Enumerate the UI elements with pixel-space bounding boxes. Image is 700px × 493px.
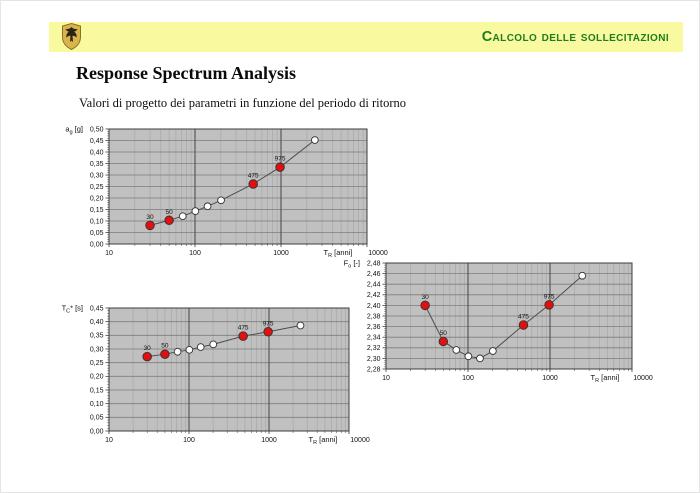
svg-text:1000: 1000	[273, 250, 289, 257]
svg-text:TR [anni]: $T_R$ [anni]	[323, 248, 353, 259]
svg-text:10000: 10000	[368, 250, 388, 257]
data-point	[465, 353, 472, 360]
svg-text:0,05: 0,05	[89, 414, 104, 422]
fo-plot-svg	[339, 249, 699, 389]
data-point	[489, 348, 496, 355]
svg-text:10: 10	[382, 375, 390, 382]
svg-text:0,40: 0,40	[89, 149, 104, 157]
svg-text:0,00: 0,00	[89, 428, 104, 436]
svg-text:0,10: 0,10	[89, 401, 104, 409]
plot-area	[109, 308, 349, 431]
point-label: 30	[421, 293, 429, 301]
svg-text:2,38: 2,38	[366, 313, 381, 321]
svg-text:0,50: 0,50	[89, 126, 104, 134]
data-point	[179, 213, 186, 220]
data-point	[519, 321, 528, 330]
data-point	[311, 137, 318, 144]
data-point	[477, 355, 484, 362]
svg-text:0,25: 0,25	[89, 183, 104, 191]
point-label: 975	[274, 155, 286, 163]
svg-text:0,40: 0,40	[89, 319, 104, 327]
data-point	[276, 163, 285, 172]
svg-text:0,30: 0,30	[89, 346, 104, 354]
data-point	[579, 272, 586, 279]
data-point	[239, 332, 248, 341]
svg-text:0,35: 0,35	[89, 160, 104, 168]
svg-text:10000: 10000	[633, 375, 653, 382]
point-label: 50	[161, 342, 169, 350]
fo-vs-tr-chart	[339, 249, 699, 394]
data-point	[165, 216, 174, 225]
svg-text:0,00: 0,00	[89, 241, 104, 249]
svg-text:10000: 10000	[350, 437, 370, 444]
svg-text:2,40: 2,40	[366, 302, 381, 310]
ag-vs-tr-chart	[51, 119, 423, 266]
data-point	[143, 352, 152, 361]
data-point	[545, 301, 554, 310]
data-point	[264, 327, 273, 336]
svg-text:0,45: 0,45	[89, 305, 104, 313]
data-point	[210, 341, 217, 348]
svg-text:TC* [s]: $T_C*$ [s]	[61, 303, 83, 315]
svg-text:1000: 1000	[542, 375, 558, 382]
svg-text:TR [anni]: $T_R$ [anni]	[590, 373, 620, 384]
data-point	[421, 301, 430, 310]
point-label: 50	[165, 208, 173, 216]
svg-text:0,15: 0,15	[89, 206, 104, 214]
data-point	[453, 347, 460, 354]
point-label: 30	[143, 345, 151, 353]
eagle-crest-icon	[62, 23, 81, 50]
svg-text:2,30: 2,30	[366, 355, 381, 363]
svg-text:2,28: 2,28	[366, 366, 381, 374]
svg-text:2,46: 2,46	[366, 271, 381, 278]
data-point	[186, 346, 193, 353]
svg-text:2,42: 2,42	[366, 292, 381, 300]
svg-text:2,34: 2,34	[366, 334, 381, 342]
svg-text:2,44: 2,44	[366, 281, 381, 289]
svg-text:2,48: 2,48	[366, 260, 381, 268]
svg-text:2,36: 2,36	[366, 324, 381, 331]
svg-text:0,25: 0,25	[89, 360, 104, 368]
svg-text:0,45: 0,45	[89, 137, 104, 145]
data-point	[146, 221, 155, 230]
data-point	[439, 337, 448, 346]
point-label: 475	[518, 313, 529, 321]
header-title: Calcolo delle sollecitazioni	[481, 29, 669, 45]
data-point	[192, 208, 199, 215]
point-label: 30	[146, 213, 154, 221]
svg-text:1000: 1000	[261, 437, 277, 444]
svg-text:10: 10	[105, 437, 113, 444]
svg-text:0,05: 0,05	[89, 229, 104, 237]
svg-text:100: 100	[189, 250, 201, 257]
data-point	[249, 180, 258, 189]
point-label: 475	[237, 324, 249, 332]
svg-text:100: 100	[462, 375, 474, 382]
data-point	[161, 350, 170, 359]
ag-plot-svg	[51, 119, 423, 261]
data-point	[197, 344, 204, 351]
data-point	[218, 197, 225, 204]
svg-text:100: 100	[183, 437, 195, 444]
svg-text:TR [anni]: $T_R$ [anni]	[308, 435, 338, 446]
svg-text:ag [g]: $a_g$ [g]	[65, 124, 83, 136]
data-point	[204, 203, 211, 210]
point-label: 475	[247, 172, 259, 180]
svg-text:0,20: 0,20	[89, 195, 104, 203]
point-label: 50	[439, 329, 447, 337]
svg-text:0,10: 0,10	[89, 218, 104, 226]
page-title: Response Spectrum Analysis	[76, 63, 297, 83]
svg-text:2,32: 2,32	[366, 345, 381, 353]
header-bar	[49, 22, 683, 52]
data-point	[297, 322, 304, 329]
point-label: 975	[262, 320, 274, 328]
svg-text:0,30: 0,30	[89, 172, 104, 180]
svg-text:0,35: 0,35	[89, 332, 104, 340]
data-point	[174, 348, 181, 355]
svg-text:0,15: 0,15	[89, 387, 104, 395]
point-label: 975	[543, 293, 555, 301]
svg-text:Fo [-]: $F_o$ [-]	[343, 258, 360, 270]
svg-text:0,20: 0,20	[89, 373, 104, 381]
svg-text:10: 10	[105, 250, 113, 257]
subtitle: Valori di progetto dei parametri in funzione del periodo di ritorno	[79, 96, 406, 110]
